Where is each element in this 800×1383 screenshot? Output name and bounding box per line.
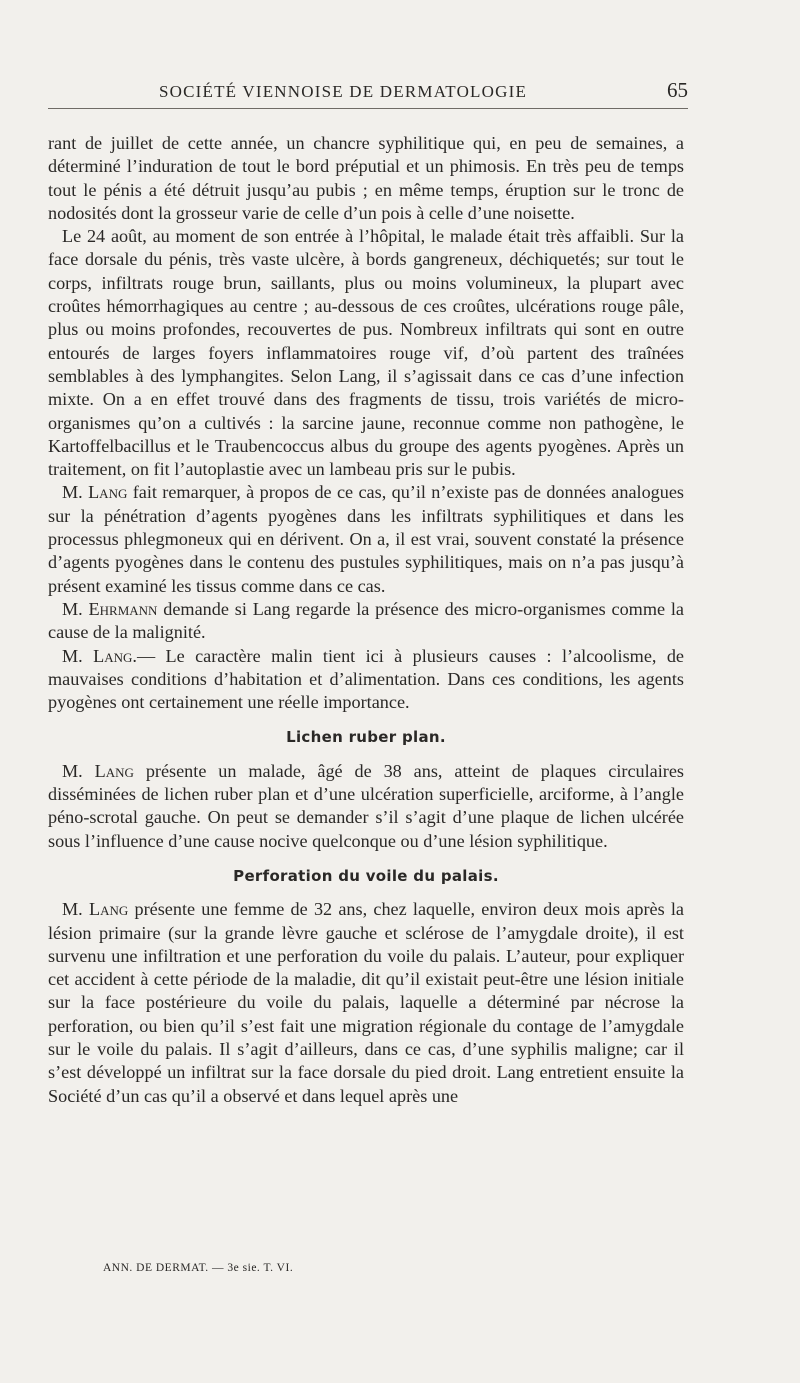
page-number: 65 bbox=[667, 78, 688, 102]
speaker-name: M. Ehrmann bbox=[62, 598, 158, 619]
article-body bbox=[48, 132, 684, 1108]
running-title: SOCIÉTÉ VIENNOISE DE DERMATOLOGIE bbox=[158, 82, 528, 101]
paragraph-text: demande si Lang regarde la présence des micro-organismes comme la cause de la malignité. bbox=[48, 598, 684, 643]
paragraph-case-history: rant de juillet de cette année, un chancre syphilitique qui, en peu de semaines, a déterminé l’induration de tout le bord préputial et un phimosis. En très peu de temps tout le pénis a été détruit jusqu’au pubis ; en même temps, éruption sur le tronc de nodosités dont la grosseur varie de celle d’un pois à celle d’une noisette. bbox=[48, 133, 684, 223]
paragraph-text: fait remarquer, à propos de ce cas, qu’il n’existe pas de données analogues sur la pénétration d’agents pyogènes dans les infiltrats syphilitiques et dans les processus phlegmoneux qui en dérivent. On a, il est vrai, souvent constaté la présence d’agents pyogènes dans le contenu des pustules syphilitiques, mais on n’a pas jusqu’à présent examiné les tissus comme dans ce cas. bbox=[48, 482, 685, 596]
paragraph-text: présente une femme de 32 ans, chez laquelle, environ deux mois après la lésion primaire (sur la grande lèvre gauche et sclérose de l’amygdale droite), il est survenu une infiltration et une perforation du voile du palais. L’auteur, pour expliquer cet accident à cette période de la maladie, dit qu’il existait peut-être une lésion initiale sur la face postérieure du voile du palais, laquelle a déterminé par nécrose la perforation, ou bien qu’il s’est fait une migration régionale du contage de l’amygdale sur le voile du palais. Il s’agit d’ailleurs, dans ce cas, d’une syphilis maligne; car il s’est développé un infiltrat sur la face dorsale du pied droit. Lang entretient ensuite la Société d’un cas qu’il a observé et dans lequel après une bbox=[48, 899, 685, 1106]
speaker-name: M. Lang bbox=[62, 899, 129, 920]
running-header bbox=[48, 78, 688, 109]
speaker-name: M. Lang. bbox=[62, 645, 137, 666]
paragraph-text: — Le caractère malin tient ici à plusieurs causes : l’alcoolisme, de mauvaises conditions d’habitation et d’alimentation. Dans ces conditions, les agents pyogènes ont certainement une réelle importance. bbox=[48, 645, 684, 713]
paragraph-ehrmann-question bbox=[48, 598, 684, 645]
paragraph-lang-reply bbox=[48, 645, 684, 715]
speaker-name: M. Lang bbox=[62, 760, 134, 781]
section-heading-perforation: Perforation du voile du palais. bbox=[233, 866, 499, 885]
paragraph-text: présente un malade, âgé de 38 ans, atteint de plaques circulaires disséminées de lichen ruber plan et d’une ulcération superficielle, arciforme, à l’angle péno-scrotal gauche. On peut se demander s’il s’agit d’une plaque de lichen ulcérée sous l’influence d’une cause nocive quelconque ou d’une lésion syphilitique. bbox=[48, 760, 684, 851]
paragraph-hospital-admission: Le 24 août, au moment de son entrée à l’hôpital, le malade était très affaibli. Sur la face dorsale du pénis, très vaste ulcère, à bords gangreneux, déchiquetés; sur tout le corps, infiltrats rouge brun, saillants, plus ou moins volumineux, la plupart avec croûtes hémorrhagiques au centre ; au-dessous de ces croûtes, ulcérations rouge pâle, plus ou moins profondes, recouvertes de pus. Nombreux infiltrats qui sont en outre entourés de larges foyers inflammatoires rouge vif, d’où partent des traînées semblables à des lymphangites. Selon Lang, il s’agissait dans ce cas d’une infection mixte. On a en effet trouvé dans des fragments de tissu, trois variétés de micro-organismes qu’on a cultivés : la sarcine jaune, reconnue comme non pathogène, le Kartoffelbacillus et le Traubencoccus albus du groupe des agents pyogènes. Après un traitement, on fit l’autoplastie avec un lambeau pris sur le pubis. bbox=[48, 226, 684, 480]
section-heading-lichen: Lichen ruber plan. bbox=[286, 728, 446, 747]
speaker-name: M. Lang bbox=[62, 482, 128, 503]
paragraph-perforation-case bbox=[48, 898, 684, 1108]
paragraph-lichen-case bbox=[48, 760, 684, 853]
signature-mark: ANN. DE DERMAT. — 3e sie. T. VI. bbox=[103, 1262, 294, 1274]
paragraph-lang-remark bbox=[48, 481, 684, 597]
